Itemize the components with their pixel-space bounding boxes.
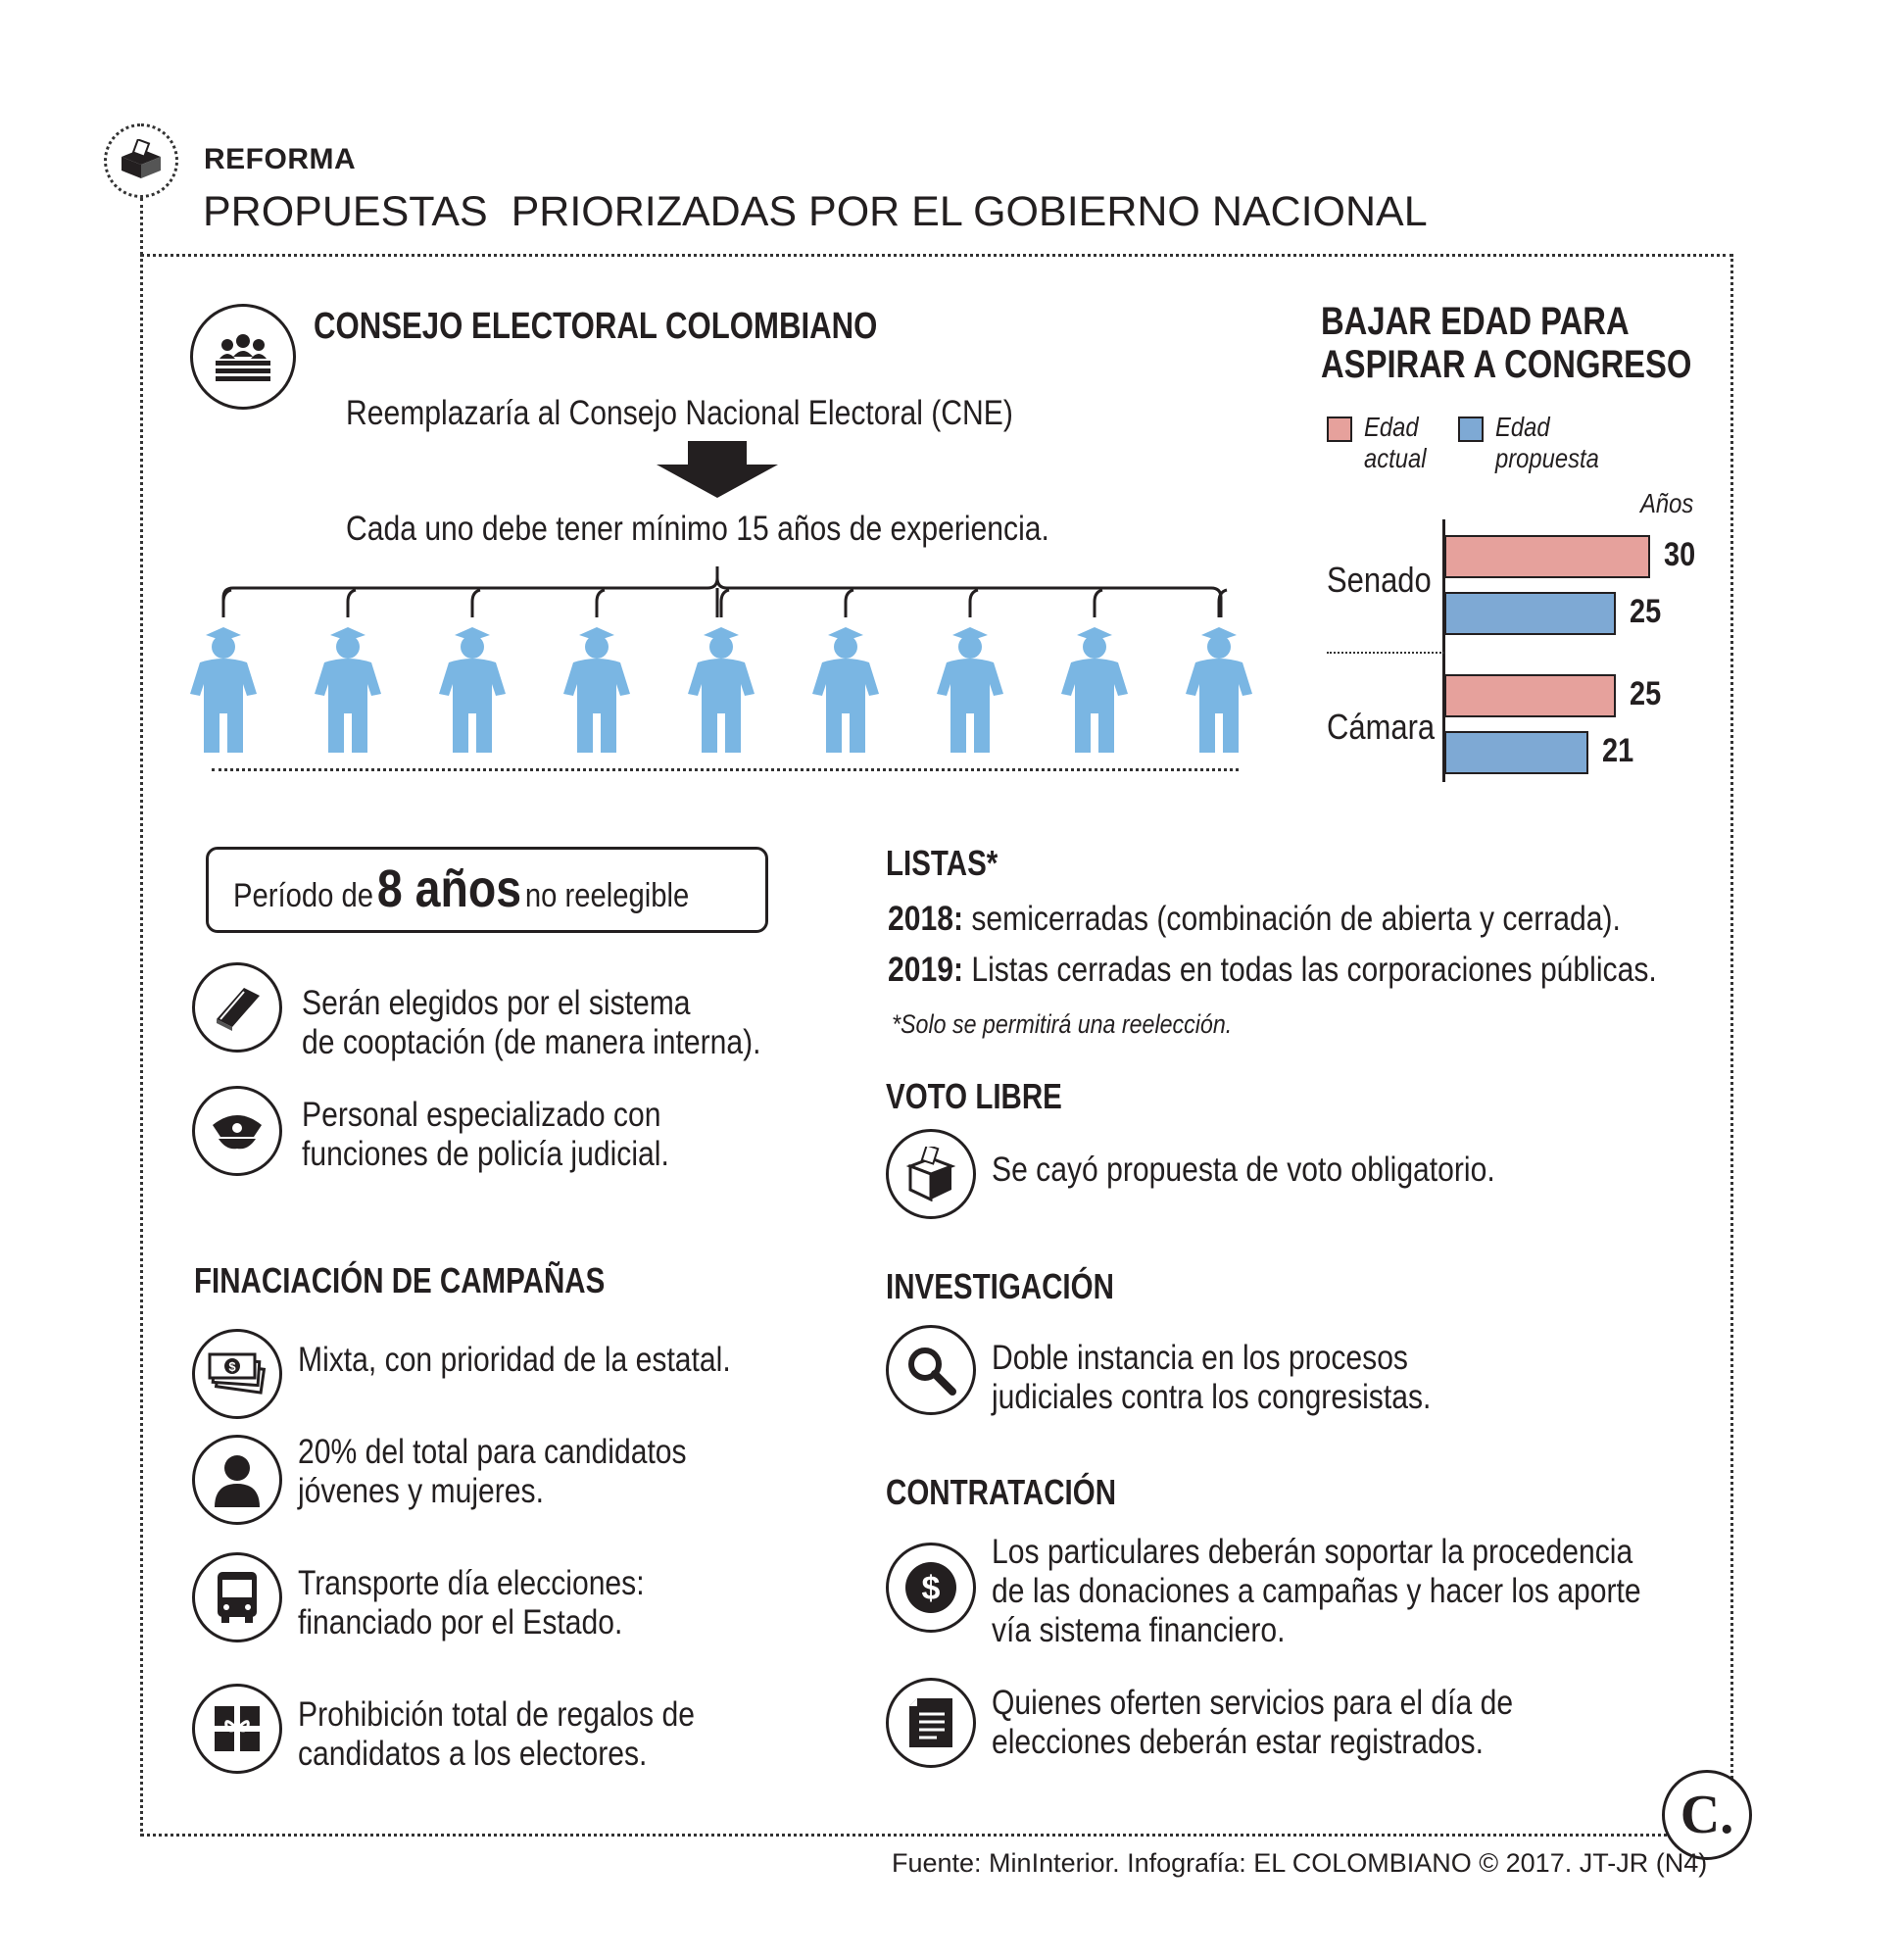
consejo-item-1-line1: Serán elegidos por el sistema	[302, 984, 691, 1022]
member-figure	[686, 625, 756, 755]
contratacion-item-2-line2: elecciones deberán estar registrados.	[992, 1723, 1484, 1761]
legend-swatch-actual	[1327, 416, 1352, 442]
ballot-box-icon	[886, 1129, 976, 1219]
legend-label-actual-1: Edad	[1364, 412, 1419, 442]
bar-value-label: 25	[1630, 675, 1662, 712]
bus-icon	[192, 1552, 282, 1642]
listas-text-2018: semicerradas (combinación de abierta y cerrada).	[971, 900, 1621, 938]
category-label-senado: Senado	[1327, 560, 1432, 600]
voto-title: VOTO LIBRE	[886, 1076, 1062, 1116]
bracket-tick	[1095, 590, 1102, 617]
dollar-icon	[886, 1543, 976, 1633]
bracket-tick	[348, 590, 356, 617]
legend-label-propuesta-1: Edad	[1495, 412, 1550, 442]
consejo-item-2-line1: Personal especializado con	[302, 1096, 661, 1134]
periodo-text	[233, 858, 689, 919]
page-title: PROPUESTAS PRIORIZADAS POR EL GOBIERNO NACIONAL	[203, 188, 1428, 235]
footer-source: Fuente: MinInterior. Infografía: EL COLOMBIANO © 2017. JT-JR (N4)	[892, 1848, 1708, 1878]
member-figure	[810, 625, 881, 755]
member-figure	[313, 625, 383, 755]
contratacion-item-1-line3: vía sistema financiero.	[992, 1611, 1286, 1649]
book-icon	[192, 962, 282, 1053]
el-colombiano-logo	[1662, 1770, 1752, 1860]
financiacion-item-3-line1: Transporte día elecciones:	[298, 1564, 645, 1602]
financiacion-title: FINACIACIÓN DE CAMPAÑAS	[194, 1260, 606, 1300]
consejo-item-2-line2: funciones de policía judicial.	[302, 1135, 669, 1173]
periodo-strong: 8 años	[376, 859, 522, 918]
person-icon	[192, 1435, 282, 1525]
council-icon	[190, 304, 296, 410]
edad-title-line2: ASPIRAR A CONGRESO	[1321, 343, 1692, 386]
financiacion-item-1-line1: Mixta, con prioridad de la estatal.	[298, 1341, 731, 1379]
members-row	[0, 625, 1274, 762]
chart-unit-label: Años	[1640, 488, 1694, 518]
logo-text: C.	[1680, 1785, 1734, 1845]
bracket-tick	[597, 590, 605, 617]
periodo-post: no reelegible	[524, 877, 690, 914]
money-icon	[192, 1329, 282, 1419]
member-figure	[561, 625, 632, 755]
members-bracket	[216, 559, 1235, 627]
investigacion-line2: judiciales contra los congresistas.	[992, 1378, 1432, 1416]
listas-row-2018	[888, 900, 1621, 939]
consejo-title: CONSEJO ELECTORAL COLOMBIANO	[314, 306, 878, 347]
financiacion-item-4-line1: Prohibición total de regalos de	[298, 1695, 695, 1734]
legend-label-propuesta-2: propuesta	[1495, 443, 1599, 473]
contratacion-item-1-line2: de las donaciones a campañas y hacer los aporte	[992, 1572, 1641, 1610]
legend-label-actual-2: actual	[1364, 443, 1427, 473]
police-cap-icon	[192, 1086, 282, 1176]
header-kicker: REFORMA	[204, 143, 357, 175]
bar-propuesta-senado	[1444, 592, 1616, 635]
bracket-tick	[1219, 590, 1227, 617]
bar-actual-camara	[1444, 674, 1616, 717]
financiacion-item-3-line2: financiado por el Estado.	[298, 1603, 623, 1642]
listas-year-2018: 2018:	[888, 900, 963, 938]
bracket-tick	[223, 590, 231, 617]
members-baseline	[212, 768, 1239, 771]
bar-value-label: 25	[1630, 593, 1662, 630]
contratacion-item-1-line1: Los particulares deberán soportar la procedencia	[992, 1533, 1633, 1571]
financiacion-item-2-line1: 20% del total para candidatos	[298, 1433, 687, 1471]
contratacion-title: CONTRATACIÓN	[886, 1472, 1117, 1512]
investigacion-title: INVESTIGACIÓN	[886, 1266, 1114, 1306]
voto-text: Se cayó propuesta de voto obligatorio.	[992, 1151, 1495, 1189]
svg-text:$: $	[228, 1359, 236, 1374]
magnifier-icon	[886, 1325, 976, 1415]
member-figure	[935, 625, 1005, 755]
header-ballot-icon	[104, 123, 178, 198]
listas-title: LISTAS*	[886, 843, 999, 883]
chart-divider	[1327, 652, 1444, 654]
financiacion-item-4-line2: candidatos a los electores.	[298, 1735, 648, 1773]
consejo-line2: Cada uno debe tener mínimo 15 años de experiencia.	[346, 510, 1049, 548]
consejo-item-1-line2: de cooptación (de manera interna).	[302, 1023, 761, 1061]
bar-actual-senado	[1444, 535, 1650, 578]
gift-icon	[192, 1684, 282, 1774]
bracket-tick	[721, 590, 729, 617]
bracket-tick	[970, 590, 978, 617]
listas-year-2019: 2019:	[888, 951, 963, 989]
bar-value-label: 30	[1664, 536, 1696, 573]
member-figure	[437, 625, 508, 755]
listas-row-2019	[888, 951, 1657, 990]
financiacion-item-2-line2: jóvenes y mujeres.	[298, 1472, 544, 1510]
bar-propuesta-camara	[1444, 731, 1588, 774]
member-figure	[1059, 625, 1130, 755]
document-icon	[886, 1678, 976, 1768]
listas-note: *Solo se permitirá una reelección.	[892, 1009, 1233, 1039]
contratacion-item-2-line1: Quienes oferten servicios para el día de	[992, 1684, 1514, 1722]
bar-value-label: 21	[1602, 732, 1634, 769]
member-figure	[1184, 625, 1254, 755]
listas-text-2019: Listas cerradas en todas las corporaciones públicas.	[971, 951, 1657, 989]
down-arrow-icon	[657, 441, 778, 503]
svg-text:$: $	[921, 1570, 941, 1607]
periodo-pre: Período de	[233, 877, 374, 914]
category-label-camara: Cámara	[1327, 707, 1436, 747]
header-connector	[140, 198, 143, 255]
consejo-line1: Reemplazaría al Consejo Nacional Electoral (CNE)	[346, 394, 1013, 432]
edad-title-line1: BAJAR EDAD PARA	[1321, 300, 1630, 343]
bracket-tick	[472, 590, 480, 617]
bracket-tick	[846, 590, 853, 617]
legend-swatch-propuesta	[1458, 416, 1484, 442]
investigacion-line1: Doble instancia en los procesos	[992, 1339, 1408, 1377]
member-figure	[188, 625, 259, 755]
